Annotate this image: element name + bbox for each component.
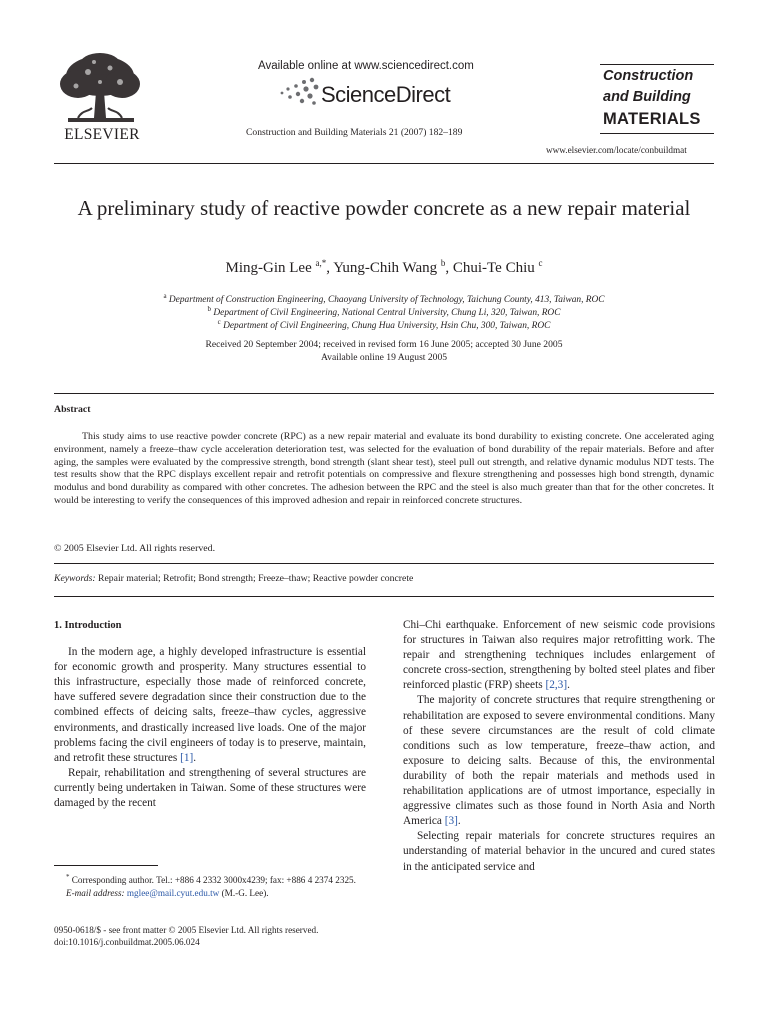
journal-logo-line1: Construction [603, 68, 694, 84]
keywords-text: Repair material; Retrofit; Bond strength; Freeze–thaw; Reactive powder concrete [98, 573, 414, 584]
affiliation [60, 318, 708, 331]
paragraph-text: The majority of concrete structures that require strengthening or rehabilitation are exposed to severe environmental conditions. Many of these severe circumstances are the result of cold climate conditions such as low temperature, freeze–thaw action, and exposure to deicing salts. Because of this, the environmental durability of both the repair materials and methods used in rehabilitation applications are of utmost importance, especially in aggressive climates such as those found in North Asia and North America [403, 694, 715, 828]
keywords [54, 573, 413, 584]
sciencedirect-wordmark: ScienceDirect [321, 82, 451, 107]
author-separator: , [445, 260, 453, 276]
author-affil-mark[interactable]: c [538, 258, 543, 268]
affiliation [60, 292, 708, 305]
author-list [60, 258, 708, 277]
email-link[interactable]: mglee@mail.cyut.edu.tw [126, 887, 220, 898]
affiliation-text: Department of Civil Engineering, Chung Hua University, Hsin Chu, 300, Taiwan, ROC [223, 321, 551, 331]
journal-logo [603, 66, 715, 130]
paragraph-text: In the modern age, a highly developed infrastructure is essential for economic growth and prosperity. Many structures essential to this infrastructure, especially those made of reinforced concrete, have suffered severe degradation since their construction due to the combined effects of deicing salts, freeze–thaw cycles, aggressive environments, and drastically increased live loads. One of the major problems facing the civil engineers of today is to preserve, maintain, and retrofit these structures [54, 646, 366, 764]
publisher-name: ELSEVIER [64, 126, 140, 143]
journal-logo-line2: and Building [603, 89, 691, 105]
citation-link[interactable]: [2,3] [545, 679, 568, 692]
keywords-divider-top [54, 563, 714, 564]
email-label: E-mail address: [66, 887, 125, 898]
online-date: Available online 19 August 2005 [320, 352, 448, 363]
paragraph-text: . [457, 815, 461, 828]
author-affil-mark[interactable]: a,* [315, 258, 327, 268]
elsevier-tree-icon-graphic [54, 52, 146, 126]
paragraph-text: . [567, 679, 570, 692]
paragraph [403, 618, 715, 693]
paragraph: Selecting repair materials for concrete structures requires an understanding of material behavior in the uncured and cured states in the anticipated service and [403, 830, 715, 873]
author-name: Yung-Chih Wang [333, 260, 438, 276]
journal-logo-rule-top [600, 64, 714, 65]
footnote [54, 871, 366, 899]
author-name: Ming-Gin Lee [225, 260, 312, 276]
journal-logo-line3: MATERIALS [603, 110, 701, 128]
affiliation-mark: c [217, 318, 221, 326]
affiliation-mark: a [163, 292, 167, 300]
footnote-email-line [54, 887, 366, 900]
affiliation [60, 305, 708, 318]
journal-citation: Construction and Building Materials 21 (2007) 182–189 [246, 127, 463, 138]
paragraph [54, 645, 366, 766]
citation-link[interactable]: [3] [444, 815, 458, 828]
received-dates: Received 20 September 2004; received in revised form 16 June 2005; accepted 30 June 2005 [205, 339, 563, 350]
keywords-divider-bottom [54, 596, 714, 597]
citation-link[interactable]: [1] [180, 751, 194, 764]
affiliation-text: Department of Construction Engineering, Chaoyang University of Technology, Taichung County, 413, Taiwan, ROC [168, 295, 605, 305]
affiliation-text: Department of Civil Engineering, National Central University, Chung Li, 320, Taiwan, ROC [213, 308, 561, 318]
affiliation-mark: b [207, 305, 212, 313]
paper-title: A preliminary study of reactive powder concrete as a new repair material [77, 196, 691, 220]
author-name: Chui-Te Chiu [452, 260, 535, 276]
right-column [403, 618, 715, 875]
keywords-label: Keywords: [54, 573, 96, 584]
left-column [54, 618, 366, 811]
footnote-divider [54, 865, 158, 866]
paragraph-text: Chi–Chi earthquake. Enforcement of new seismic code provisions for structures in Taiwan also requires major retrofitting work. The repair and strengthening techniques includes enlargement of concrete cross-section, strengthening by bolted steel plates and fiber reinforced plastic (FRP) sheets [403, 619, 715, 692]
journal-logo-rule-bottom [600, 133, 714, 134]
paragraph: Repair, rehabilitation and strengthening of several structures are currently being undertaken in Taiwan. Some of these structures were damaged by the recent [54, 766, 366, 810]
header-divider [54, 163, 714, 164]
paragraph-text: . [193, 751, 197, 764]
email-suffix: (M.-G. Lee). [219, 887, 269, 898]
section-heading: 1. Introduction [54, 620, 122, 631]
available-online-text: Available online at www.sciencedirect.com [258, 60, 474, 72]
journal-url-link[interactable]: www.elsevier.com/locate/conbuildmat [546, 145, 687, 155]
paragraph [403, 693, 715, 829]
footnote-mark: * [66, 873, 70, 881]
footnote-corresponding [54, 871, 366, 887]
doi-link[interactable]: doi:10.1016/j.conbuildmat.2005.06.024 [54, 937, 200, 947]
author-affil-mark[interactable]: b [440, 258, 446, 268]
issn-notice: 0950-0618/$ - see front matter © 2005 Elsevier Ltd. All rights reserved. [54, 925, 319, 935]
copyright-notice: © 2005 Elsevier Ltd. All rights reserved. [54, 543, 216, 554]
abstract-heading: Abstract [54, 404, 91, 415]
sciencedirect-dots-icon [276, 76, 320, 106]
abstract-divider-top [54, 393, 714, 394]
abstract-text: This study aims to use reactive powder concrete (RPC) as a new repair material and evaluate its bond durability to existing concrete. One accelerated aging environment, namely a freeze–thaw cycle acceleration deterioration test, was selected for the evaluation of bond durability of the repair materials. Before and after aging, the samples were evaluated by the compressive strength, bond strength (slant shear test), steel pull out strength, and relative dynamic modulus NDT tests. The test results show that the RPC displays excellent repair and retrofit potentials on compressive and flexure strengthening and possesses high bond strength, dynamic modulus and bond durability as compared with other concretes. The adhesion between the RPC and the steel is also much greater than that for the other concretes. It would be interesting to verify the consequences of this improved adhesion and repair in reinforced concrete structures. [54, 431, 714, 506]
author-separator: , [326, 260, 334, 276]
footnote-text: Corresponding author. Tel.: +886 4 2332 3000x4239; fax: +886 4 2374 2325. [71, 875, 356, 885]
